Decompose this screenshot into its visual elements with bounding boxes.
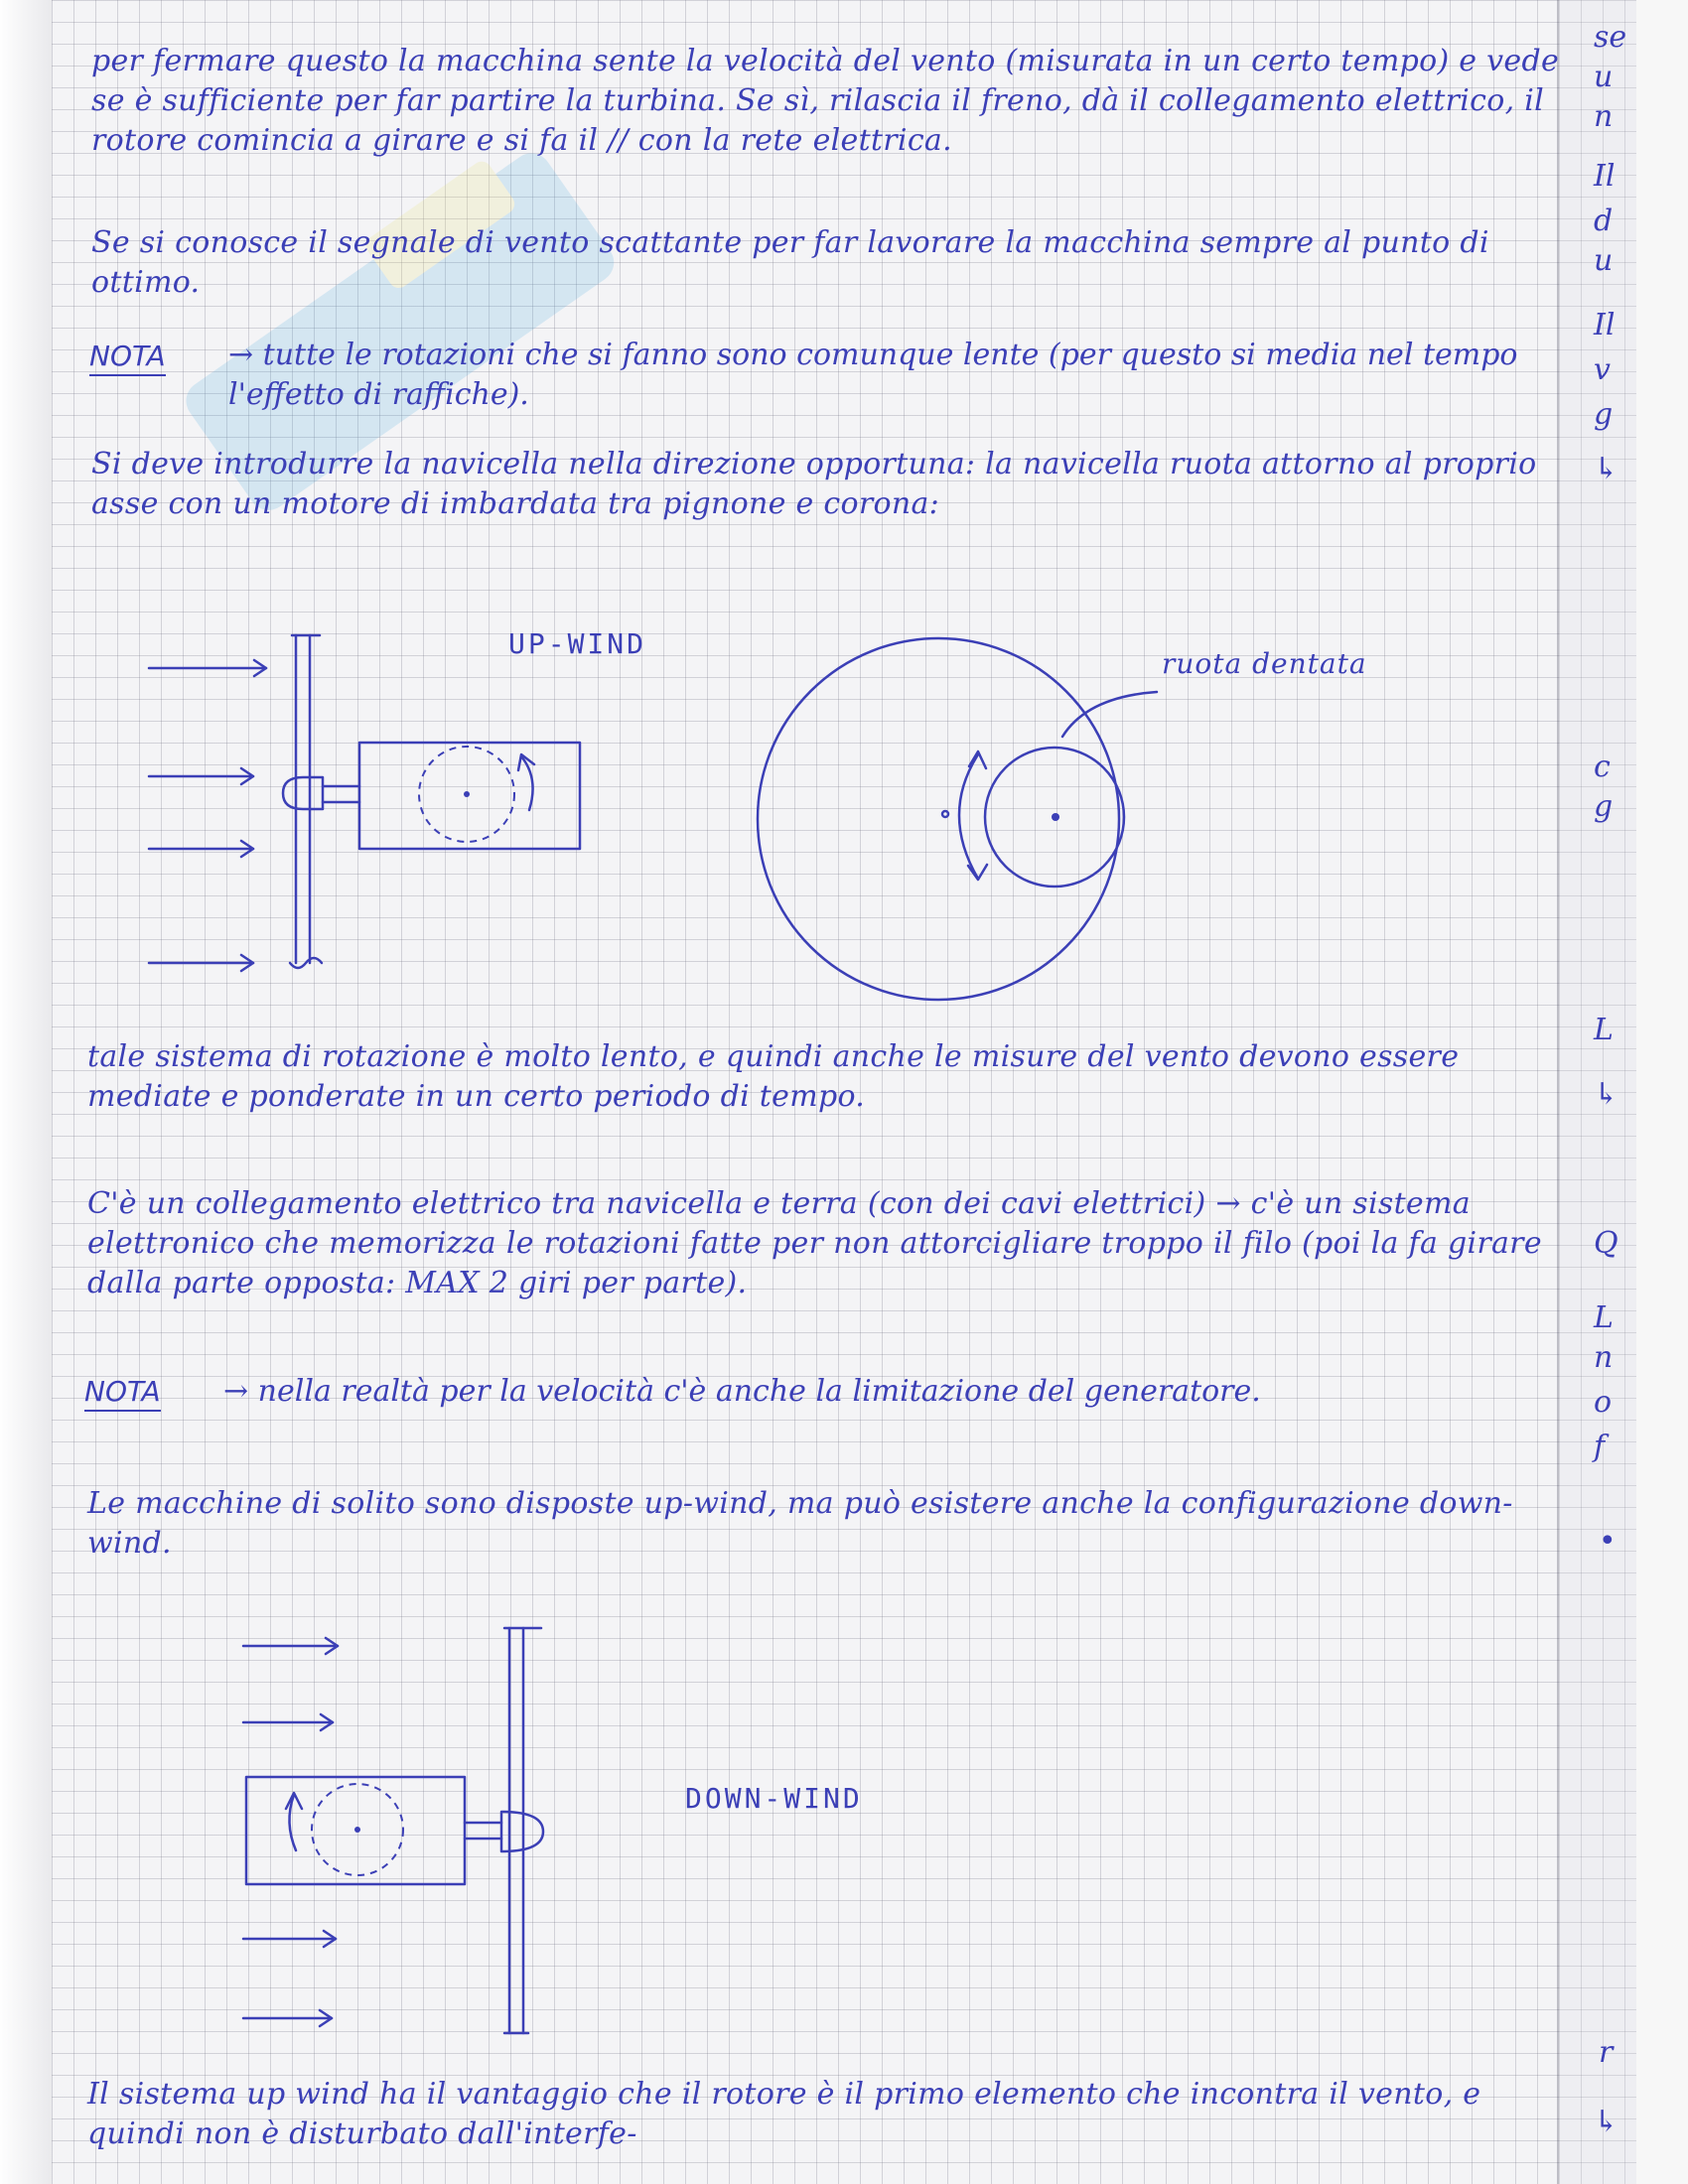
downwind-label: DOWN-WIND	[685, 1782, 863, 1815]
note-text-2: → nella realtà per la velocità c'è anche la limitazione del generatore.	[223, 1374, 1261, 1409]
margin-glyph: u	[1594, 243, 1614, 278]
margin-glyph: o	[1594, 1385, 1613, 1420]
paragraph-1: per fermare questo la macchina sente la velocità del vento (misurata in un certo tempo) e vede se è sufficiente per far partire la turbina. Se sì, rilascia il freno, dà il collegamento elettrico, il rotore comincia a girare e si fa il // con la rete elettrica.	[91, 44, 1560, 158]
wind-arrows-upwind	[149, 660, 266, 971]
margin-glyph: •	[1599, 1524, 1617, 1559]
downwind-blade	[504, 1628, 541, 2033]
margin-glyph: g	[1594, 789, 1614, 824]
upwind-diagram	[149, 635, 580, 971]
margin-glyph: Q	[1594, 1226, 1618, 1261]
margin-glyph: c	[1594, 750, 1611, 784]
paragraph-5: C'è un collegamento elettrico tra navicella e terra (con dei cavi elettrici) → c'è un sistema elettronico che memorizza le rotazioni fatte per non attorcigliare troppo il filo (poi la fa girare dalla parte opposta: MAX 2 giri per parte).	[87, 1186, 1542, 1300]
paragraph-2: Se si conosce il segnale di vento scattante per far lavorare la macchina sempre al punto di ottimo.	[91, 225, 1489, 300]
margin-glyph: u	[1594, 60, 1614, 94]
margin-glyph: ↳	[1594, 452, 1619, 486]
margin-glyph: r	[1599, 2035, 1614, 2070]
upwind-hub	[283, 777, 323, 809]
margin-glyph: f	[1594, 1430, 1606, 1464]
margin-glyph: ↳	[1594, 1077, 1619, 1112]
note-tag-1: NOTA	[89, 340, 166, 376]
margin-glyph: ↳	[1594, 2105, 1619, 2139]
paragraph-4: tale sistema di rotazione è molto lento, e quindi anche le misure del vento devono essere mediate e ponderate in un certo periodo di tempo.	[87, 1039, 1460, 1114]
note-text-1: → tutte le rotazioni che si fanno sono comunque lente (per questo si media nel tempo l'effetto di raffiche).	[228, 338, 1518, 412]
margin-glyph: Il	[1594, 308, 1616, 342]
rotation-arrow	[959, 754, 978, 879]
upwind-blade	[290, 635, 322, 968]
margin-glyph: g	[1594, 397, 1614, 432]
paragraph-7: Il sistema up wind ha il vantaggio che il rotore è il primo elemento che incontra il vento, e quindi non è disturbato dall'interfe-	[87, 2077, 1481, 2151]
margin-glyph: L	[1594, 1013, 1614, 1047]
margin-glyph: se	[1594, 20, 1627, 55]
downwind-diagram	[243, 1628, 543, 2033]
ring-gear-label: ruota dentata	[1162, 647, 1367, 680]
margin-glyph: L	[1594, 1300, 1614, 1335]
paragraph-6: Le macchine di solito sono disposte up-wind, ma può esistere anche la configurazione down-wind.	[87, 1486, 1513, 1561]
margin-glyph: d	[1594, 204, 1614, 238]
paragraph-3: Si deve introdurre la navicella nella direzione opportuna: la navicella ruota attorno al proprio asse con un motore di imbardata tra pignone e corona:	[91, 447, 1537, 521]
margin-glyph: n	[1594, 1340, 1614, 1375]
note-tag-2: NOTA	[84, 1375, 161, 1412]
margin-glyph: v	[1594, 352, 1611, 387]
margin-glyph: Il	[1594, 159, 1616, 194]
margin-glyph: n	[1594, 99, 1614, 134]
top-view-diagram	[758, 638, 1157, 1000]
ring-gear	[758, 638, 1119, 1000]
upwind-nacelle	[359, 743, 580, 849]
upwind-label: UP-WIND	[508, 627, 647, 660]
